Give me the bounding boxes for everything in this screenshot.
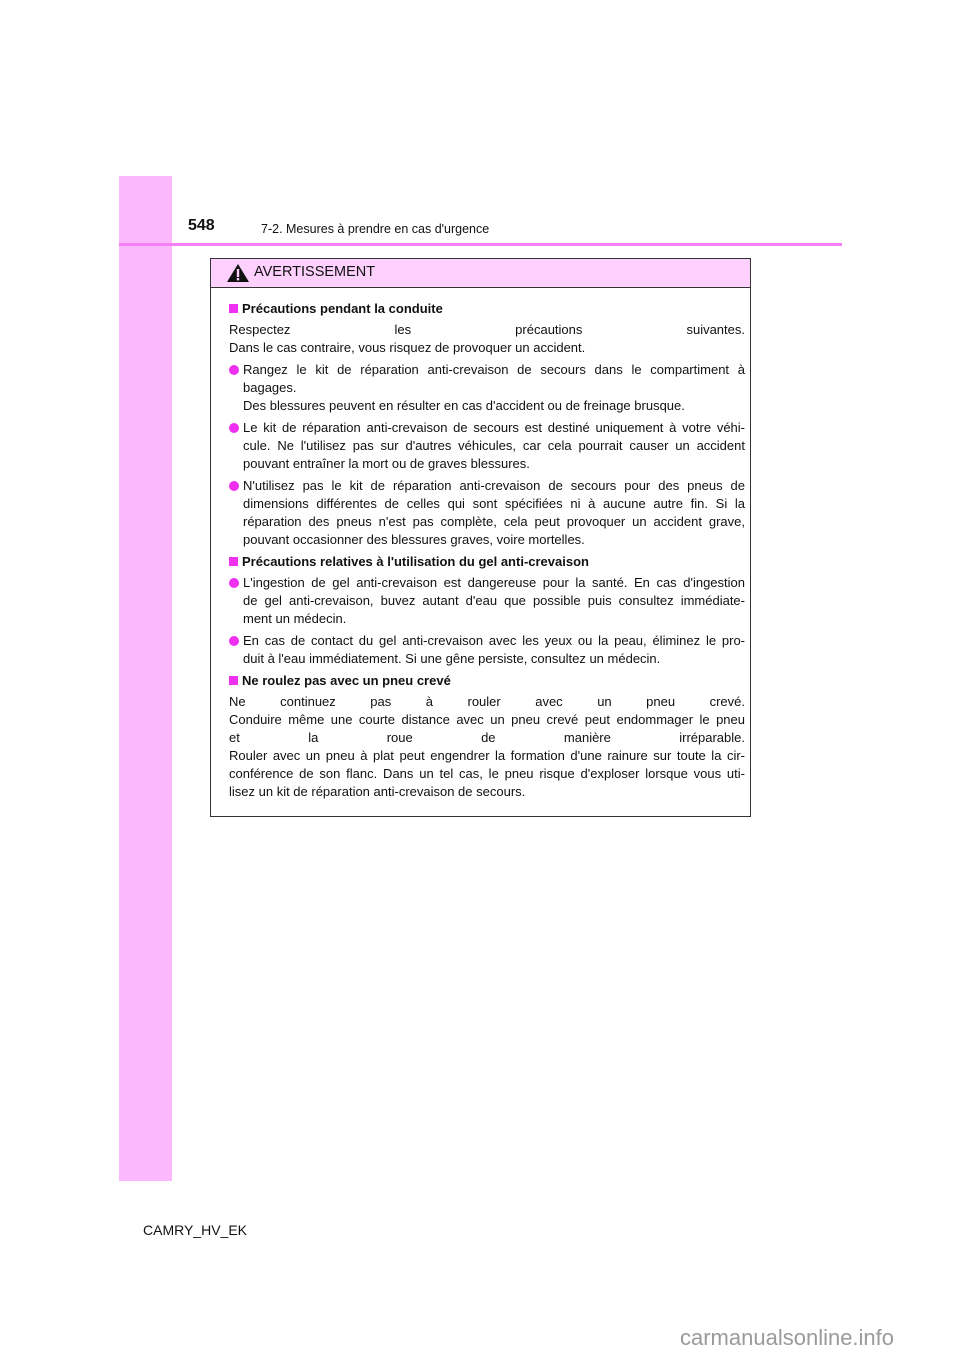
text-line: pouvant entraîner la mort ou de graves blessures. bbox=[243, 456, 530, 471]
text-line: dimensions différentes de celles qui sont spécifiées ni à aucune autre fin. Si la bbox=[243, 496, 745, 511]
heading-text: Ne roulez pas avec un pneu crevé bbox=[242, 673, 451, 688]
square-bullet-icon bbox=[229, 557, 238, 566]
warning-box bbox=[210, 258, 751, 817]
warning-content bbox=[229, 300, 745, 805]
bullet-item bbox=[229, 632, 745, 668]
section-heading bbox=[229, 672, 745, 690]
text-line: En cas de contact du gel anti-crevaison avec les yeux ou la peau, éliminez le pro- bbox=[243, 633, 745, 648]
circle-bullet-icon bbox=[229, 636, 239, 646]
circle-bullet-icon bbox=[229, 365, 239, 375]
paragraph bbox=[229, 321, 745, 357]
text-line: conférence de son flanc. Dans un tel cas, le pneu risque d'exploser lorsque vous uti- bbox=[229, 766, 745, 781]
text-line: pouvant occasionner des blessures graves, voire mortelles. bbox=[243, 532, 585, 547]
text-line: lisez un kit de réparation anti-crevaison de secours. bbox=[229, 784, 526, 799]
text-line: Respectez les précautions suivantes. bbox=[229, 322, 745, 337]
page-number: 548 bbox=[188, 217, 215, 234]
square-bullet-icon bbox=[229, 676, 238, 685]
model-code: CAMRY_HV_EK bbox=[143, 1222, 248, 1238]
side-tab bbox=[119, 176, 172, 1181]
circle-bullet-icon bbox=[229, 481, 239, 491]
section-heading bbox=[229, 300, 745, 318]
section-heading bbox=[229, 553, 745, 571]
bullet-item bbox=[229, 477, 745, 549]
text-line: Ne continuez pas à rouler avec un pneu crevé. bbox=[229, 694, 745, 709]
text-line: de gel anti-crevaison, buvez autant d'eau que possible puis consultez immédiate- bbox=[243, 593, 745, 608]
text-line: cule. Ne l'utilisez pas sur d'autres véhicules, car cela pourrait causer un accident bbox=[243, 438, 745, 453]
text-line: duit à l'eau immédiatement. Si une gêne persiste, consultez un médecin. bbox=[243, 651, 661, 666]
square-bullet-icon bbox=[229, 304, 238, 313]
circle-bullet-icon bbox=[229, 578, 239, 588]
text-line: Conduire même une courte distance avec un pneu crevé peut endommager le pneu bbox=[229, 712, 745, 727]
bullet-item bbox=[229, 574, 745, 628]
warning-triangle-icon bbox=[226, 263, 250, 283]
text-line: Des blessures peuvent en résulter en cas d'accident ou de freinage brusque. bbox=[243, 398, 685, 413]
text-line: et la roue de manière irréparable. bbox=[229, 730, 745, 745]
warning-header bbox=[211, 259, 750, 288]
text-line: bagages. bbox=[243, 380, 297, 395]
text-line: Rangez le kit de réparation anti-crevaison de secours dans le compartiment à bbox=[243, 362, 745, 377]
chapter-title: 7-2. Mesures à prendre en cas d'urgence bbox=[261, 222, 490, 236]
header-rule bbox=[119, 243, 842, 246]
circle-bullet-icon bbox=[229, 423, 239, 433]
text-line: L'ingestion de gel anti-crevaison est dangereuse pour la santé. En cas d'ingestion bbox=[243, 575, 745, 590]
warning-title: AVERTISSEMENT bbox=[254, 264, 376, 280]
text-line: réparation des pneus n'est pas complète, cela peut provoquer un accident grave, bbox=[243, 514, 745, 529]
text-line: ment un médecin. bbox=[243, 611, 347, 626]
heading-text: Précautions pendant la conduite bbox=[242, 301, 443, 316]
paragraph bbox=[229, 693, 745, 801]
text-line: Rouler avec un pneu à plat peut engendrer la formation d'une rainure sur toute la cir- bbox=[229, 748, 745, 763]
bullet-item bbox=[229, 361, 745, 415]
text-line: N'utilisez pas le kit de réparation anti-crevaison de secours pour des pneus de bbox=[243, 478, 745, 493]
watermark: carmanualsonline.info bbox=[680, 1325, 895, 1350]
text-line: Le kit de réparation anti-crevaison de secours est destiné uniquement à votre véhi- bbox=[243, 420, 745, 435]
heading-text: Précautions relatives à l'utilisation du gel anti-crevaison bbox=[242, 554, 589, 569]
bullet-item bbox=[229, 419, 745, 473]
text-line: Dans le cas contraire, vous risquez de provoquer un accident. bbox=[229, 340, 586, 355]
